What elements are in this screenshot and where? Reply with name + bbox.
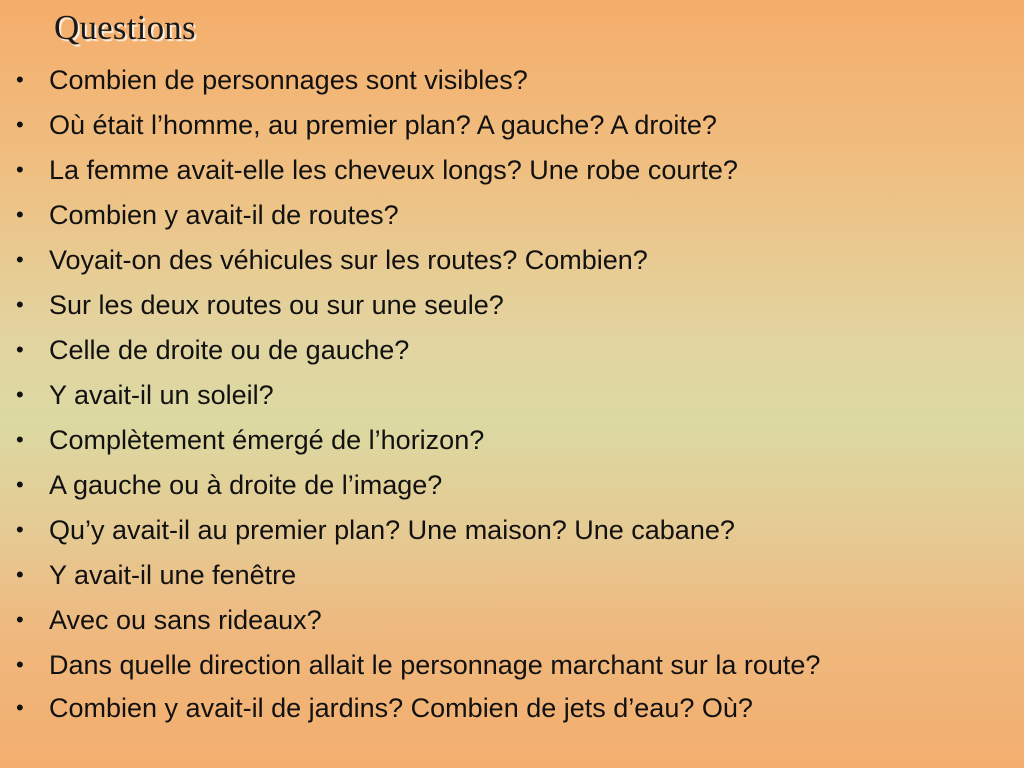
question-text: Voyait-on des véhicules sur les routes? Combien? <box>49 245 648 275</box>
list-item <box>0 107 1010 143</box>
question-text: Sur les deux routes ou sur une seule? <box>49 290 504 320</box>
question-text: Avec ou sans rideaux? <box>49 605 322 635</box>
question-text: Dans quelle direction allait le personnage marchant sur la route? <box>49 650 821 680</box>
list-item <box>0 287 1010 323</box>
bullet-icon: • <box>16 695 24 720</box>
bullet-icon: • <box>16 517 24 542</box>
list-item <box>0 647 1010 683</box>
bullet-icon: • <box>16 67 24 92</box>
question-text: Combien de personnages sont visibles? <box>49 65 528 95</box>
question-text: Celle de droite ou de gauche? <box>49 335 410 365</box>
list-item <box>0 197 1010 233</box>
list-item <box>0 242 1010 278</box>
list-item <box>0 467 1010 503</box>
list-item <box>0 332 1010 368</box>
question-text: La femme avait-elle les cheveux longs? Une robe courte? <box>49 155 738 185</box>
bullet-icon: • <box>16 202 24 227</box>
question-text: Combien y avait-il de jardins? Combien de jets d’eau? Où? <box>49 693 753 723</box>
bullet-icon: • <box>16 292 24 317</box>
question-text: Y avait-il une fenêtre <box>49 560 297 590</box>
question-text: Y avait-il un soleil? <box>49 380 274 410</box>
list-item <box>0 690 1010 726</box>
bullet-icon: • <box>16 652 24 677</box>
list-item <box>0 512 1010 548</box>
question-text: Combien y avait-il de routes? <box>49 200 399 230</box>
bullet-icon: • <box>16 562 24 587</box>
question-text: Où était l’homme, au premier plan? A gauche? A droite? <box>49 110 717 140</box>
question-text: Qu’y avait-il au premier plan? Une maison? Une cabane? <box>49 515 735 545</box>
bullet-icon: • <box>16 247 24 272</box>
question-text: A gauche ou à droite de l’image? <box>49 470 443 500</box>
bullet-icon: • <box>16 157 24 182</box>
bullet-icon: • <box>16 607 24 632</box>
list-item <box>0 377 1010 413</box>
list-item <box>0 422 1010 458</box>
question-list <box>0 62 1010 735</box>
list-item <box>0 557 1010 593</box>
list-item <box>0 602 1010 638</box>
bullet-icon: • <box>16 112 24 137</box>
list-item <box>0 62 1010 98</box>
bullet-icon: • <box>16 382 24 407</box>
question-text: Complètement émergé de l’horizon? <box>49 425 485 455</box>
bullet-icon: • <box>16 472 24 497</box>
list-item <box>0 152 1010 188</box>
bullet-icon: • <box>16 337 24 362</box>
bullet-icon: • <box>16 427 24 452</box>
slide-title: Questions <box>54 8 196 47</box>
